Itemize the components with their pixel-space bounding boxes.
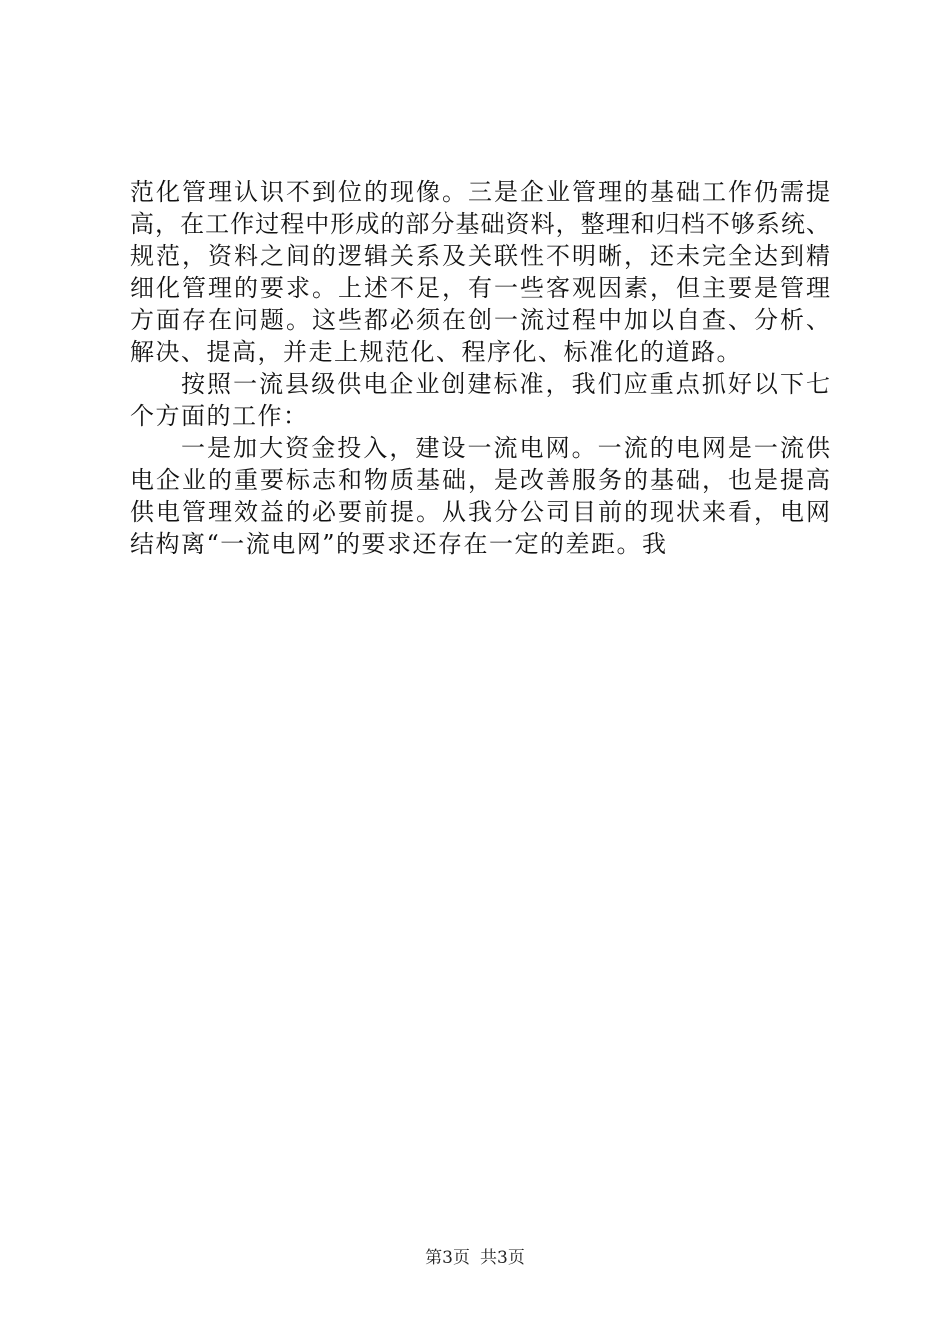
- text-line: 解决、提高，并走上规范化、程序化、标准化的道路。: [130, 338, 742, 366]
- text-line: 电企业的重要标志和物质基础，是改善服务的基础，也是提高: [130, 466, 830, 494]
- page-number: 第3页: [425, 1248, 470, 1268]
- page-total: 共3页: [480, 1248, 525, 1268]
- text-line: 范化管理认识不到位的现像。三是企业管理的基础工作仍需提: [130, 178, 830, 206]
- page-footer: [0, 1243, 950, 1268]
- body-text: [130, 176, 830, 560]
- text-line: 细化管理的要求。上述不足，有一些客观因素，但主要是管理: [130, 274, 830, 302]
- text-line: 方面存在问题。这些都必须在创一流过程中加以自查、分析、: [130, 306, 830, 334]
- text-line: 个方面的工作：: [130, 402, 309, 430]
- text-line: 规范，资料之间的逻辑关系及关联性不明晰，还未完全达到精: [130, 242, 830, 270]
- text-line: 高，在工作过程中形成的部分基础资料，整理和归档不够系统、: [130, 210, 830, 238]
- text-line: 供电管理效益的必要前提。从我分公司目前的现状来看，电网: [130, 498, 830, 526]
- text-line: 结构离“一流电网”的要求还存在一定的差距。我: [130, 530, 668, 558]
- text-line: 一是加大资金投入，建设一流电网。一流的电网是一流供: [181, 434, 830, 462]
- text-line: 按照一流县级供电企业创建标准，我们应重点抓好以下七: [181, 370, 830, 398]
